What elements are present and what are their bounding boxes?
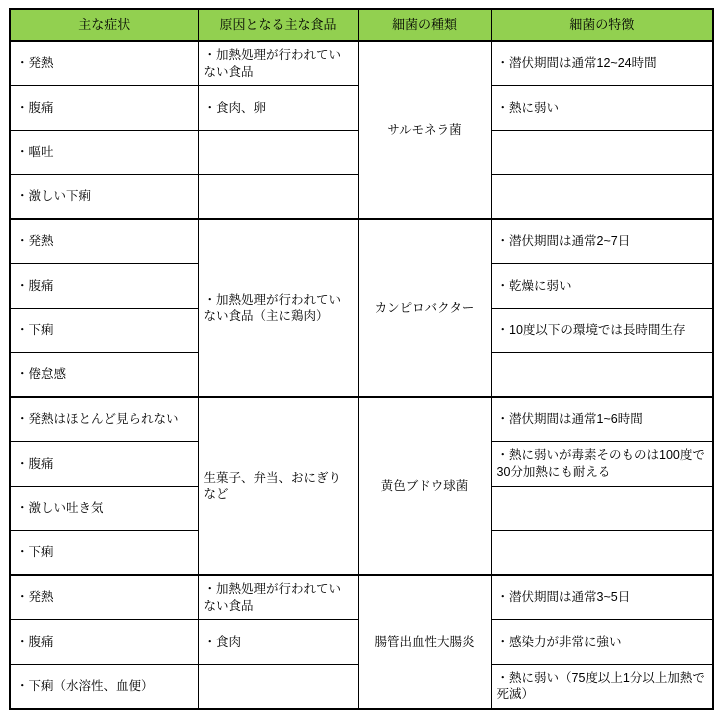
symptom-cell (10, 664, 198, 709)
feature-cell (491, 530, 713, 575)
bacteria-name: サルモネラ菌 (387, 122, 462, 137)
food-cell (198, 219, 358, 397)
feature-text (492, 194, 713, 198)
symptom-cell (10, 620, 198, 664)
bacteria-cell (358, 41, 491, 219)
bacteria-cell (358, 219, 491, 397)
table-row (10, 575, 713, 620)
feature-text: ・感染力が非常に強い (496, 634, 622, 649)
column-header-symptom-label: 主な症状 (78, 17, 131, 33)
food-cell (198, 130, 358, 174)
food-cell (198, 41, 358, 86)
table-row (10, 397, 713, 442)
symptom-cell (10, 219, 198, 264)
symptom-cell (10, 442, 198, 486)
food-text (199, 150, 358, 154)
symptom-cell (10, 575, 198, 620)
symptom-text: ・発熱はほとんど見られない (16, 412, 179, 427)
table-row (10, 41, 713, 86)
feature-text: ・熱に弱いが毒素そのものは100度で30分加熱にも耐える (496, 448, 705, 479)
symptom-text: ・激しい下痢 (16, 189, 92, 204)
symptom-cell (10, 41, 198, 86)
symptom-text: ・腹痛 (16, 100, 54, 115)
symptom-text: ・発熱 (16, 56, 54, 71)
feature-cell (491, 442, 713, 486)
column-header-feature (491, 9, 713, 41)
symptom-text: ・発熱 (16, 590, 54, 605)
bacteria-cell (358, 575, 491, 709)
feature-cell (491, 664, 713, 709)
feature-cell (491, 130, 713, 174)
table-body (10, 41, 713, 709)
symptom-text: ・腹痛 (16, 456, 54, 471)
feature-text: ・潜伏期間は通常12~24時間 (496, 56, 657, 71)
bacteria-cell (358, 397, 491, 575)
column-header-symptom (10, 9, 198, 41)
symptom-cell (10, 308, 198, 352)
food-cell (198, 397, 358, 575)
feature-cell (491, 486, 713, 530)
feature-text: ・潜伏期間は通常2~7日 (496, 234, 631, 249)
feature-text (492, 150, 713, 154)
feature-cell (491, 264, 713, 308)
feature-text: ・潜伏期間は通常3~5日 (496, 590, 631, 605)
symptom-text: ・嘔吐 (16, 144, 54, 159)
feature-text: ・乾燥に弱い (496, 278, 572, 293)
feature-text (492, 550, 713, 554)
header-row (10, 9, 713, 41)
symptom-text: ・腹痛 (16, 634, 54, 649)
bacteria-name: 黄色ブドウ球菌 (380, 478, 469, 493)
symptom-text: ・激しい吐き気 (16, 500, 104, 515)
food-cell (198, 664, 358, 709)
bacteria-name: 腸管出血性大腸炎 (374, 634, 475, 649)
food-text: 生菓子、弁当、おにぎりなど (203, 470, 342, 502)
feature-text: ・潜伏期間は通常1~6時間 (496, 412, 643, 427)
feature-cell (491, 620, 713, 664)
symptom-text: ・発熱 (16, 234, 54, 249)
food-cell (198, 174, 358, 219)
symptom-cell (10, 486, 198, 530)
column-header-bacteria (358, 9, 491, 41)
table-container (9, 8, 712, 710)
food-text (199, 684, 358, 688)
food-text: ・食肉、卵 (203, 100, 267, 115)
food-text: ・食肉 (203, 634, 242, 649)
column-header-food (198, 9, 358, 41)
symptom-text: ・下痢 (16, 322, 54, 337)
symptom-cell (10, 397, 198, 442)
feature-cell (491, 397, 713, 442)
column-header-bacteria-label: 細菌の種類 (391, 17, 457, 33)
symptom-text: ・下痢（水溶性、血便） (16, 679, 154, 694)
symptom-cell (10, 264, 198, 308)
column-header-food-label: 原因となる主な食品 (219, 17, 337, 33)
feature-cell (491, 352, 713, 397)
bacteria-name: カンピロバクター (374, 300, 475, 315)
column-header-feature-label: 細菌の特徴 (569, 17, 635, 33)
table-row (10, 219, 713, 264)
feature-text: ・10度以下の環境では長時間生存 (496, 322, 686, 337)
food-text (199, 194, 358, 198)
symptom-cell (10, 352, 198, 397)
feature-text (492, 372, 713, 376)
symptom-cell (10, 530, 198, 575)
feature-cell (491, 575, 713, 620)
feature-cell (491, 86, 713, 130)
food-text: ・加熱処理が行われていない食品 (203, 48, 342, 79)
feature-cell (491, 308, 713, 352)
food-cell (198, 575, 358, 620)
food-cell (198, 86, 358, 130)
feature-cell (491, 174, 713, 219)
symptom-cell (10, 130, 198, 174)
feature-text: ・熱に弱い (496, 100, 560, 115)
food-cell (198, 620, 358, 664)
symptom-text: ・腹痛 (16, 278, 54, 293)
symptom-cell (10, 86, 198, 130)
feature-text: ・熱に弱い（75度以上1分以上加熱で死滅） (496, 670, 705, 702)
food-text: ・加熱処理が行われていない食品 (203, 582, 342, 613)
symptom-text: ・下痢 (16, 545, 54, 560)
feature-cell (491, 41, 713, 86)
table-header (10, 9, 713, 41)
feature-text (492, 506, 713, 510)
feature-cell (491, 219, 713, 264)
food-text: ・加熱処理が行われていない食品（主に鶏肉） (203, 292, 342, 324)
food-poisoning-table (9, 8, 714, 710)
symptom-cell (10, 174, 198, 219)
symptom-text: ・倦怠感 (16, 367, 67, 382)
